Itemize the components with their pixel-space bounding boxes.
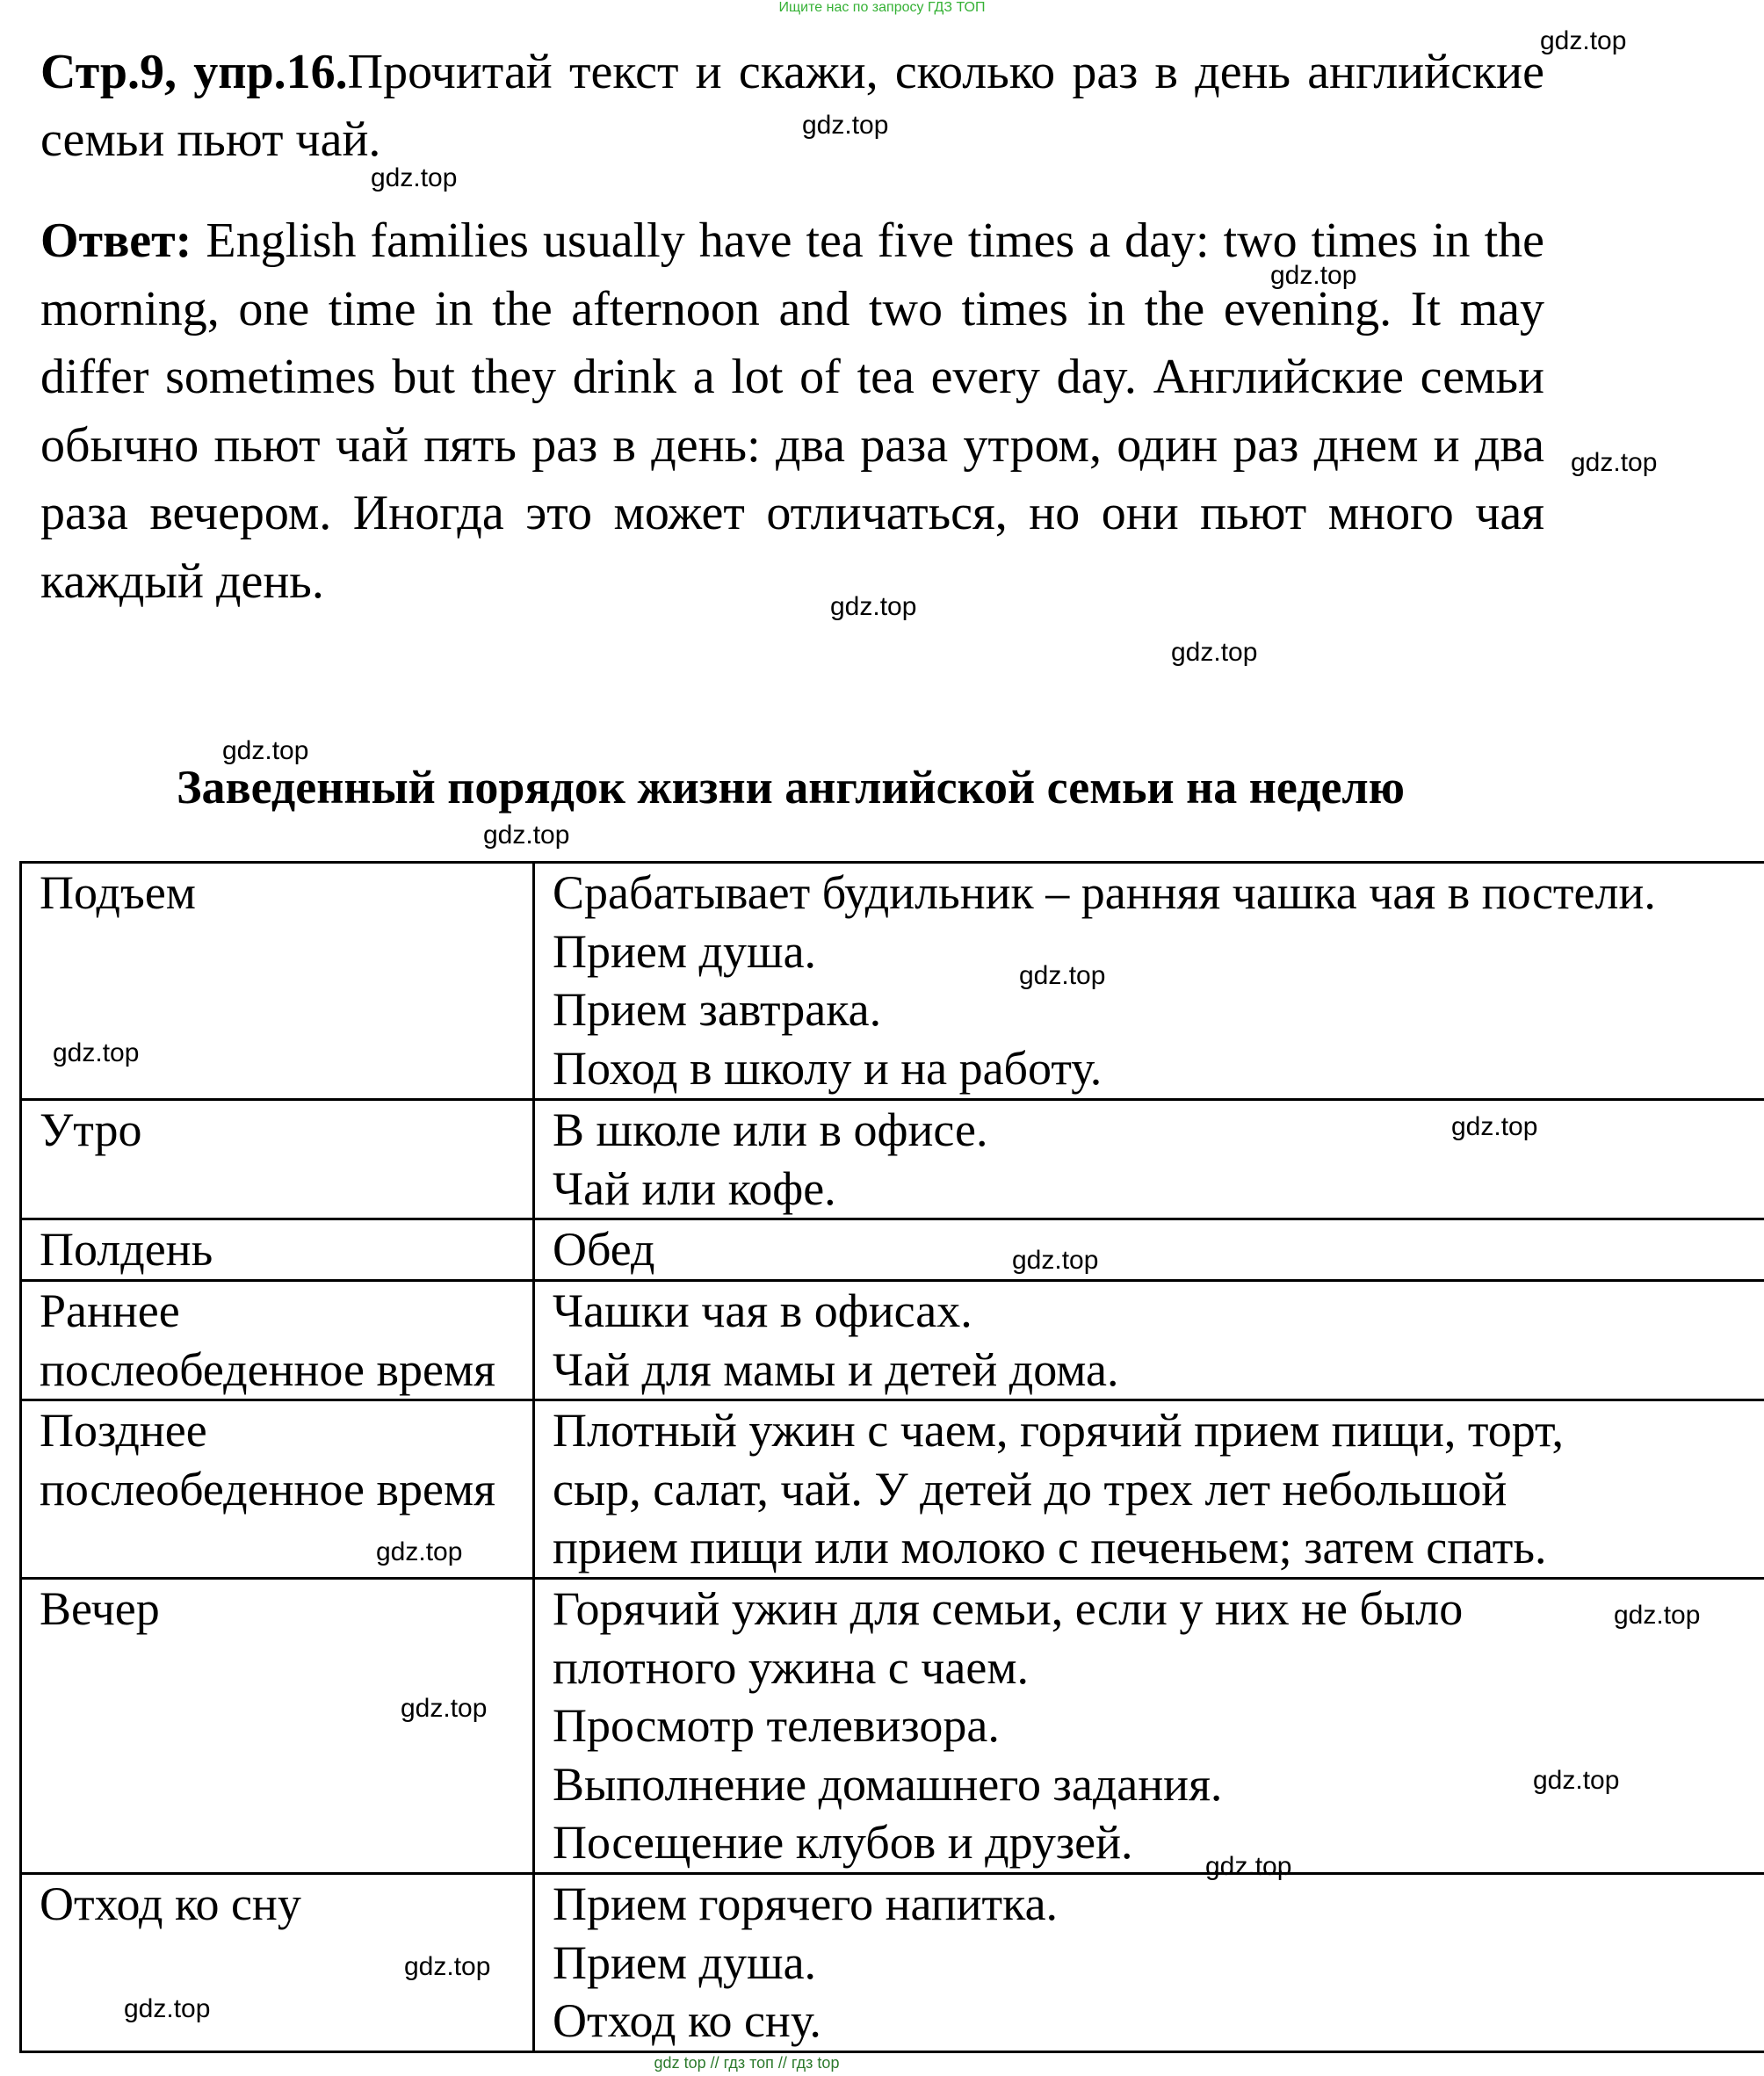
time-label: Полдень (40, 1223, 213, 1276)
activity-line: Просмотр телевизора. (553, 1699, 1000, 1752)
watermark: gdz.top (1171, 638, 1258, 667)
table-row (21, 1874, 1764, 2052)
watermark: gdz.top (376, 1537, 463, 1566)
watermark: gdz.top (1614, 1601, 1701, 1630)
activity-line: Чай для мамы и детей дома. (553, 1342, 1119, 1396)
activity-line: Чай или кофе. (553, 1161, 836, 1215)
task-text: Прочитай текст и скажи, сколько раз в день английские семьи пьют чай. (40, 45, 1545, 167)
activity-line: Отход ко сну. (553, 1994, 821, 2047)
routine-table (19, 861, 1764, 2053)
activity-cell (534, 863, 1764, 1100)
time-label: послеобеденное время (40, 1342, 495, 1396)
watermark: gdz.top (1451, 1112, 1538, 1141)
activity-line: Горячий ужин для семьи, если у них не было (553, 1582, 1464, 1635)
watermark: gdz.top (802, 111, 889, 140)
time-cell (21, 1579, 534, 1874)
table-row (21, 1281, 1764, 1400)
table-row (21, 863, 1764, 1100)
activity-line: Выполнение домашнего задания. (553, 1757, 1223, 1811)
watermark: gdz.top (371, 163, 458, 192)
activity-cell (534, 1100, 1764, 1219)
watermark: gdz.top (1205, 1852, 1292, 1881)
time-cell (21, 1281, 534, 1400)
activity-cell (534, 1579, 1764, 1874)
watermark: gdz.top (1019, 961, 1106, 990)
activity-line: сыр, салат, чай. У детей до трех лет небольшой (553, 1462, 1507, 1515)
activity-line: прием пищи или молоко с печеньем; затем спать. (553, 1521, 1547, 1573)
activity-line: Плотный ужин с чаем, горячий прием пищи, торт, (553, 1404, 1565, 1457)
activity-cell (534, 1219, 1764, 1281)
watermark: gdz.top (1540, 26, 1627, 55)
task-statement (40, 39, 1544, 174)
time-label: Раннее (40, 1284, 180, 1337)
activity-cell (534, 1400, 1764, 1579)
table-row (21, 1400, 1764, 1579)
time-label: Отход ко сну (40, 1877, 301, 1930)
time-label: Утро (40, 1103, 142, 1156)
time-cell (21, 1219, 534, 1281)
watermark: gdz.top (124, 1994, 211, 2023)
activity-line: В школе или в офисе. (553, 1103, 988, 1156)
activity-line: Поход в школу и на работу. (553, 1041, 1102, 1095)
watermark: gdz.top (401, 1694, 488, 1723)
activity-line: Обед (553, 1223, 655, 1276)
activity-line: Прием горячего напитка. (553, 1877, 1059, 1930)
time-label: Подъем (40, 866, 196, 919)
activity-line: Прием завтрака. (553, 983, 882, 1036)
answer-text: English families usually have tea five times a day: two times in the morning, one time in the afternoon and two times in the evening. It may differ sometimes but they drink a lot of tea every day. Английские семьи обычно пьют чай пять раз в день: два раза утром, один раз днем и два раза вечером. Иногда это может отличаться, но они пьют много чая каждый день. (40, 213, 1545, 609)
table-row (21, 1219, 1764, 1281)
time-cell (21, 1100, 534, 1219)
activity-line: Прием душа. (553, 924, 817, 978)
task-label: Стр.9, упр.16. (40, 45, 348, 99)
answer-label: Ответ: (40, 213, 192, 268)
time-label: Позднее (40, 1404, 207, 1457)
watermark: gdz.top (1571, 448, 1658, 477)
watermark: gdz.top (1012, 1246, 1099, 1275)
activity-line: Чашки чая в офисах. (553, 1284, 972, 1337)
footer-note: gdz top // гдз топ // гдз top (654, 2054, 840, 2072)
watermark: gdz.top (1533, 1766, 1620, 1795)
activity-line: Посещение клубов и друзей. (553, 1816, 1133, 1869)
watermark: gdz.top (1270, 261, 1357, 290)
activity-cell (534, 1874, 1764, 2052)
activity-cell (534, 1281, 1764, 1400)
table-row (21, 1579, 1764, 1874)
watermark: gdz.top (404, 1952, 491, 1981)
watermark: gdz.top (53, 1038, 140, 1067)
activity-line: плотного ужина с чаем. (553, 1640, 1030, 1694)
time-label: послеобеденное время (40, 1462, 495, 1515)
activity-line: Прием душа. (553, 1935, 817, 1989)
time-label: Вечер (40, 1582, 160, 1635)
watermark: gdz.top (222, 736, 309, 765)
watermark: gdz.top (483, 821, 570, 850)
watermark: gdz.top (830, 592, 917, 621)
activity-line: Срабатывает будильник – ранняя чашка чая в постели. (553, 866, 1656, 919)
header-note: Ищите нас по запросу ГДЗ ТОП (778, 0, 986, 15)
table-title: Заведенный порядок жизни английской семьи на неделю (177, 761, 1405, 814)
